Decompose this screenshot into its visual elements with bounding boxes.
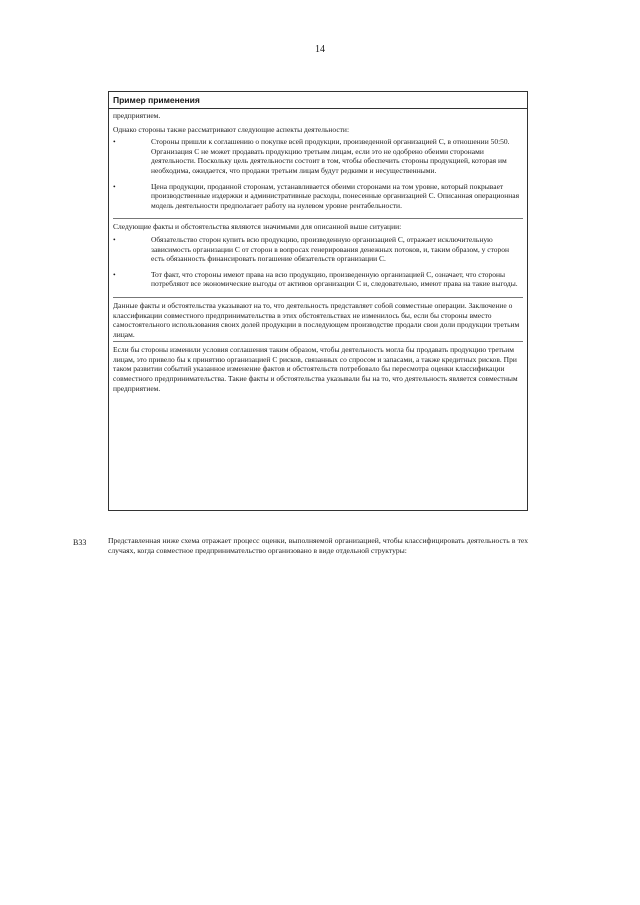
list-item-text: Стороны пришли к соглашению о покупке всей продукции, произведенной организацией С, в отношении 50:50. Организация С не может продавать продукцию третьим лицам, если это не одобрено обеими сторонами деятельности. Поскольку цель деятельности состоит в том, чтобы обеспечить стороны продукцией, которая им необходима, ожидается, что продажи третьим лицам будут редкими и несущественными. — [151, 137, 510, 175]
paragraph-number: В33 — [73, 538, 87, 547]
paragraph-b33-text: Представленная ниже схема отражает процесс оценки, выполняемой организацией, чтобы классифицировать деятельность в тех случаях, когда совместное предпринимательство организовано в виде отдельной структуры: — [108, 536, 528, 555]
example-box-body — [109, 109, 527, 395]
aspects-section — [113, 111, 523, 219]
list-item — [113, 182, 523, 211]
facts-intro: Следующие факты и обстоятельства являются значимыми для описанной выше ситуации: — [113, 222, 402, 232]
aspects-list — [113, 137, 523, 210]
conclusion-section — [113, 301, 523, 342]
bullet-mark: • — [113, 137, 116, 147]
list-item-text: Цена продукции, проданной сторонам, устанавливается обеими сторонами на том уровне, который покрывает производственные издержки и административные расходы, понесенные организацией С. Описанная операционная модель деятельности предполагает работу на нулевом уровне рентабельности. — [151, 181, 520, 210]
list-item — [113, 235, 523, 264]
list-item-text: Тот факт, что стороны имеют права на всю продукцию, произведенную организацией С, означает, что стороны потребляют все экономические выгоды от активов организации С и, следовательно, имеют права на такие выгоды. — [151, 269, 518, 289]
bullet-mark: • — [113, 269, 116, 279]
conclusion-text: Данные факты и обстоятельства указывают на то, что деятельность представляет собой совместные операции. Заключение о классификации совместного предпринимательства в этих обстоятельствах не изменилось бы, если бы стороны вместо самостоятельного использования своих долей продукции в последующем производстве продали свои доли продукции третьим лицам. — [113, 300, 520, 339]
facts-list — [113, 235, 523, 289]
aspects-intro: Однако стороны также рассматривают следующие аспекты деятельности: — [113, 124, 350, 134]
list-item — [113, 270, 523, 289]
list-item — [113, 137, 523, 175]
bullet-mark: • — [113, 181, 116, 191]
page-number: 14 — [315, 44, 325, 55]
list-item-text: Обязательство сторон купить всю продукцию, произведенную организацией С, отражает исключительную зависимость организации С от сторон в вопросах генерирования денежных потоков, и, таким образом, у сторон есть обязанность финансировать погашение обязательств организации С. — [151, 234, 510, 264]
bullet-mark: • — [113, 234, 116, 244]
intro-continuation: предприятием. — [113, 111, 161, 120]
example-box-header: Пример применения — [109, 92, 527, 109]
facts-section — [113, 222, 523, 298]
example-box — [108, 91, 528, 511]
alternative-text: Если бы стороны изменили условия соглашения таким образом, чтобы деятельность могла бы продавать продукцию третьим лицам, это привело бы к принятию организацией С рисков, связанных со спросом и запасами, а также кредитных рисков. При таком развитии событий указанное изменение фактов и обстоятельств потребовало бы пересмотра оценки классификации совместного предпринимательства. Такие факты и обстоятельства указывали бы на то, что деятельность является совместным предприятием. — [113, 345, 518, 393]
alternative-section — [113, 345, 523, 395]
